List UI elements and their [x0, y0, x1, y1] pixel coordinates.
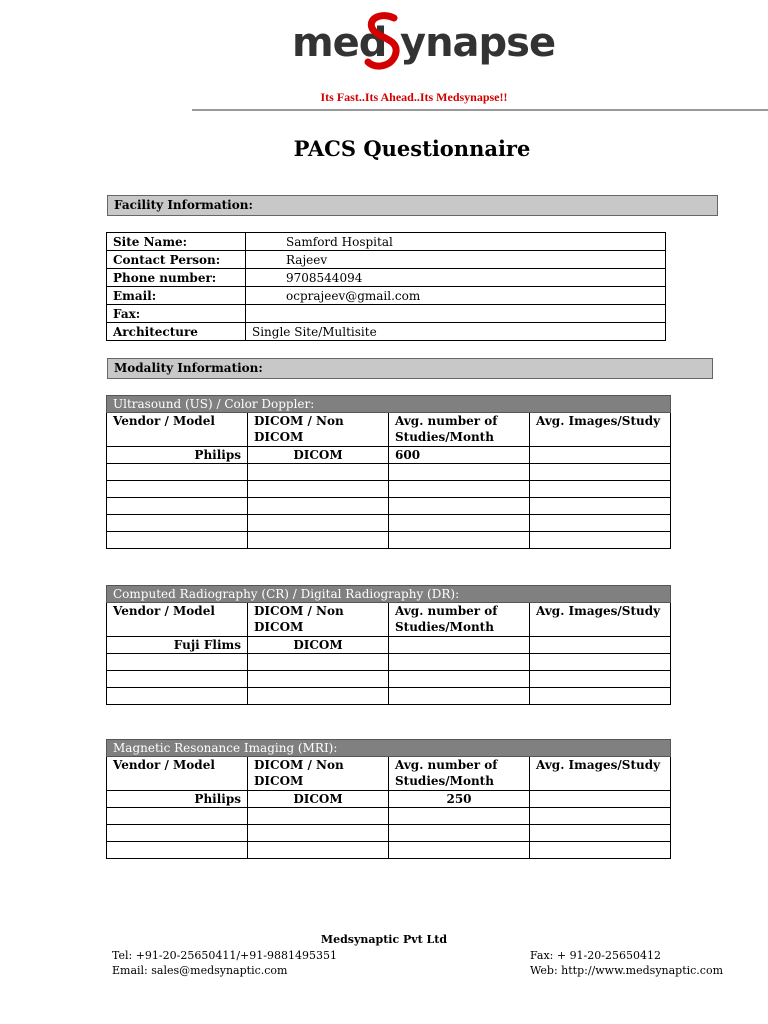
table-row: [107, 447, 671, 464]
col-header-images: Avg. Images/Study: [530, 757, 671, 791]
studies-cell: 250: [389, 791, 530, 808]
facility-table: [106, 232, 666, 341]
images-cell: [530, 791, 671, 808]
studies-cell: [389, 637, 530, 654]
email-label: Email:: [107, 287, 246, 305]
table-row: [107, 654, 671, 671]
fax-label: Fax:: [107, 305, 246, 323]
table-row: [107, 515, 671, 532]
table-row: [107, 269, 666, 287]
table-row: [107, 233, 666, 251]
vendor-cell: Philips: [107, 791, 248, 808]
table-row: [107, 251, 666, 269]
table-title: Computed Radiography (CR) / Digital Radiography (DR):: [107, 586, 671, 603]
col-header-vendor: Vendor / Model: [107, 413, 248, 447]
col-header-dicom: DICOM / Non DICOM: [248, 757, 389, 791]
col-header-studies: Avg. number of Studies/Month: [389, 413, 530, 447]
images-cell: [530, 637, 671, 654]
col-header-dicom: DICOM / Non DICOM: [248, 413, 389, 447]
footer-company: Medsynaptic Pvt Ltd: [320, 933, 448, 946]
col-header-studies: Avg. number of Studies/Month: [389, 757, 530, 791]
phone-number-label: Phone number:: [107, 269, 246, 287]
cr-dr-table: [106, 585, 671, 705]
logo-text-left: med: [292, 20, 387, 66]
table-row: [107, 464, 671, 481]
table-row: [107, 791, 671, 808]
vendor-cell: Philips: [107, 447, 248, 464]
table-title: Magnetic Resonance Imaging (MRI):: [107, 740, 671, 757]
table-row: [107, 532, 671, 549]
studies-cell: 600: [389, 447, 530, 464]
modality-section-bar: Modality Information:: [107, 358, 713, 379]
dicom-cell: DICOM: [248, 637, 389, 654]
footer-fax: Fax: + 91-20-25650412: [530, 949, 661, 962]
table-row: [107, 637, 671, 654]
architecture-label: Architecture: [107, 323, 246, 341]
email-value: ocprajeev@gmail.com: [246, 287, 666, 305]
logo-s-swoosh-icon: [364, 12, 404, 72]
dicom-cell: DICOM: [248, 791, 389, 808]
ultrasound-table: [106, 395, 671, 549]
table-title: Ultrasound (US) / Color Doppler:: [107, 396, 671, 413]
contact-person-value: Rajeev: [246, 251, 666, 269]
col-header-images: Avg. Images/Study: [530, 603, 671, 637]
site-name-value: Samford Hospital: [246, 233, 666, 251]
fax-value: [246, 305, 666, 323]
table-row: [107, 305, 666, 323]
footer-tel: Tel: +91-20-25650411/+91-9881495351: [112, 949, 337, 962]
site-name-label: Site Name:: [107, 233, 246, 251]
col-header-vendor: Vendor / Model: [107, 757, 248, 791]
tagline: Its Fast..Its Ahead..Its Medsynapse!!: [320, 90, 508, 104]
col-header-studies: Avg. number of Studies/Month: [389, 603, 530, 637]
table-row: [107, 498, 671, 515]
dicom-cell: DICOM: [248, 447, 389, 464]
facility-section-bar: Facility Information:: [107, 195, 718, 216]
logo-text-right: ynapse: [400, 20, 556, 66]
contact-person-label: Contact Person:: [107, 251, 246, 269]
vendor-cell: Fuji Flims: [107, 637, 248, 654]
page-title: PACS Questionnaire: [293, 136, 531, 161]
footer-web: Web: http://www.medsynaptic.com: [530, 964, 724, 977]
table-row: [107, 842, 671, 859]
table-row: [107, 688, 671, 705]
col-header-vendor: Vendor / Model: [107, 603, 248, 637]
col-header-dicom: DICOM / Non DICOM: [248, 603, 389, 637]
header-divider: [192, 109, 768, 111]
phone-number-value: 9708544094: [246, 269, 666, 287]
medsynapse-logo: [292, 12, 556, 72]
footer-email: Email: sales@medsynaptic.com: [112, 964, 288, 977]
table-row: [107, 481, 671, 498]
architecture-value: Single Site/Multisite: [246, 323, 666, 341]
images-cell: [530, 447, 671, 464]
table-row: [107, 808, 671, 825]
table-row: [107, 671, 671, 688]
table-row: [107, 825, 671, 842]
table-row: [107, 323, 666, 341]
table-row: [107, 287, 666, 305]
mri-table: [106, 739, 671, 859]
col-header-images: Avg. Images/Study: [530, 413, 671, 447]
